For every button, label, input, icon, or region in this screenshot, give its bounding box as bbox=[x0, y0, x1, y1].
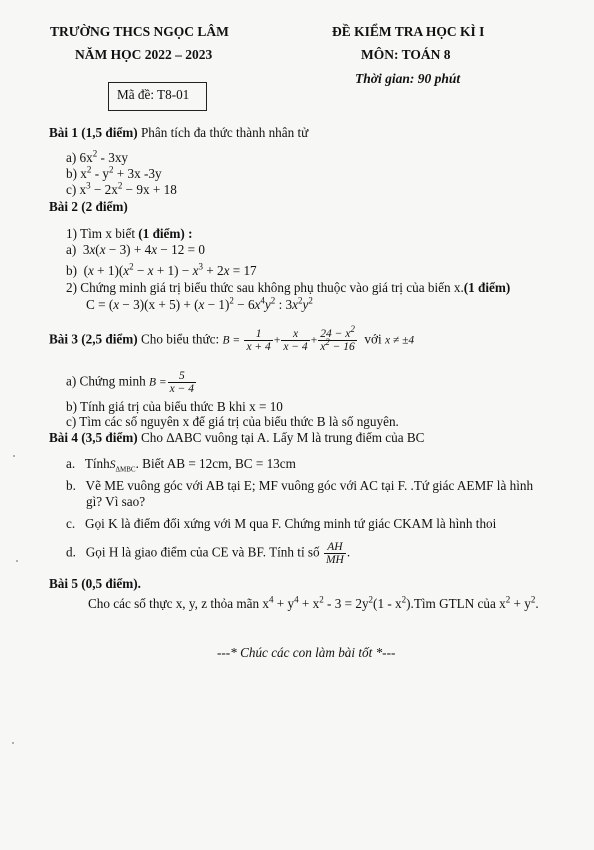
bai2-q2-text: 2) Chứng minh giá trị biểu thức sau không phụ thuộc vào giá trị của biến x. bbox=[66, 280, 464, 295]
bai2-b-label: b) bbox=[66, 263, 77, 278]
scan-speck bbox=[12, 742, 14, 744]
bai1-c: c) $x^3 - 2x^2 - 9x + 18$ bbox=[66, 180, 177, 197]
bai1-title: Bài 1 (1,5 điểm) bbox=[49, 125, 138, 140]
bai3-b: b) Tính giá trị của biểu thức B khi x = 10 bbox=[66, 399, 283, 414]
fraction: $\frac{x}{x - 4}$ bbox=[283, 328, 308, 353]
fraction: $\frac{5}{x - 4}$ bbox=[169, 370, 195, 395]
bai5-text: Cho các số thực x, y, z thỏa mãn $x^4 + y^4 + x^2 - 3 = 2y^2(1$ - $x^2).Tìm$ GTLN của $x^2 + y^2$. bbox=[88, 594, 539, 611]
bai4-d: d. Gọi H là giao điểm của CE và BF. Tính tỉ số $\frac{AH}{MH}$ . bbox=[66, 541, 351, 566]
bai3-heading: Bài 3 (2,5 điểm) Cho biểu thức: B = $\frac{1}{x + 4}$ + $\frac{x}{x - 4}$ + $\frac{24 - x^2}{x^2 - 16}$ với x ≠ ±4 bbox=[49, 324, 415, 353]
bai2-q2 bbox=[66, 280, 510, 296]
closing-note: ---* Chúc các con làm bài tốt *--- bbox=[217, 645, 396, 660]
bai1-heading bbox=[49, 125, 308, 141]
bai2-q1-text: 1) Tìm x biết bbox=[66, 226, 139, 241]
fraction: $\frac{24 - x^2}{x^2 - 16}$ bbox=[320, 324, 355, 353]
bai3-a: a) Chứng minh B = $\frac{5}{x - 4}$ bbox=[66, 370, 195, 395]
bai3-intro: Cho biểu thức: bbox=[137, 331, 223, 347]
bai3-a-text: a) Chứng minh bbox=[66, 373, 149, 389]
bai4-b-line1 bbox=[66, 478, 533, 494]
exam-code: Mã đề: T8-01 bbox=[117, 87, 190, 102]
bai4-c-text: Gọi K là điểm đối xứng với M qua F. Chứng minh tứ giác CKAM là hình thoi bbox=[85, 516, 497, 531]
bai4-b-text: Vẽ ME vuông góc với AB tại E; MF vuông góc với AC tại F. .Tứ giác AEMF là hình bbox=[85, 478, 534, 493]
school-name: TRƯỜNG THCS NGỌC LÂM bbox=[50, 24, 229, 39]
bai4-intro: Cho ∆ABC vuông tại A. Lấy M là trung điểm của BC bbox=[137, 430, 425, 445]
bai1-c-label: c) bbox=[66, 182, 77, 197]
exam-time: Thời gian: 90 phút bbox=[355, 71, 461, 86]
bai3-c: c) Tìm các số nguyên x để giá trị của biểu thức B là số nguyên. bbox=[66, 414, 399, 429]
scan-speck bbox=[13, 455, 15, 457]
exam-title: ĐỀ KIỂM TRA HỌC KÌ I bbox=[332, 24, 485, 39]
bai1-intro: Phân tích đa thức thành nhân tử bbox=[137, 125, 309, 140]
bai4-a-text: Tính bbox=[84, 456, 110, 471]
bai3-title: Bài 3 (2,5 điểm) bbox=[49, 331, 138, 347]
bai4-b-label: b. bbox=[66, 478, 76, 493]
bai2-q2-expression: $C = (x - 3)(x + 5) + (x - 1)^2 - 6x^4y^2$ : $3x^2y^2$ bbox=[86, 295, 313, 312]
school-year: NĂM HỌC 2022 – 2023 bbox=[75, 47, 213, 62]
bai2-a-label: a) bbox=[66, 242, 77, 257]
bai2-q1-points: (1 điểm) : bbox=[138, 226, 193, 241]
bai5-title: Bài 5 (0,5 điểm). bbox=[49, 576, 141, 591]
bai4-c-label: c. bbox=[66, 516, 76, 531]
bai4-a-label: a. bbox=[66, 456, 76, 471]
bai4-heading bbox=[49, 430, 424, 446]
bai4-c bbox=[66, 516, 496, 532]
bai1-a-label: a) bbox=[66, 150, 77, 165]
bai3-condition-label: với bbox=[364, 331, 385, 347]
bai2-q2-points: (1 điểm) bbox=[463, 280, 511, 295]
bai2-a: a) 3x(x − 3) + 4x − 12 = 0 bbox=[66, 242, 205, 257]
bai4-b-line2: gì? Vì sao? bbox=[86, 494, 146, 509]
bai2-b: b) $(x + 1)(x^2 - x + 1) - x^3 + 2x = 17$ bbox=[66, 261, 257, 278]
bai1-b-label: b) bbox=[66, 166, 77, 181]
bai4-a: a. TínhS$_{\Delta MBC}$. Biết AB = 12cm, BC = 13cm bbox=[66, 456, 296, 474]
bai2-title: Bài 2 (2 điểm) bbox=[49, 199, 128, 214]
exam-subject: MÔN: TOÁN 8 bbox=[361, 47, 451, 62]
bai2-q1 bbox=[66, 226, 192, 242]
fraction: $\frac{AH}{MH}$ bbox=[325, 541, 344, 566]
bai4-a-rest: . Biết AB = 12cm, BC = 13cm bbox=[135, 456, 296, 471]
fraction: $\frac{1}{x + 4}$ bbox=[246, 328, 271, 353]
bai1-b: b) $x^2 - y^2 + 3x$ -3y bbox=[66, 164, 162, 181]
bai4-d-label: d. bbox=[66, 544, 76, 560]
bai5-text-part1: Cho các số thực x, y, z thỏa mãn x bbox=[88, 596, 269, 611]
bai5-text-part2: .Tìm GTLN của x bbox=[410, 596, 506, 611]
scan-speck bbox=[16, 560, 18, 562]
bai4-d-text: Gọi H là giao điểm của CE và BF. Tính tỉ số bbox=[85, 544, 323, 560]
bai4-title: Bài 4 (3,5 điểm) bbox=[49, 430, 138, 445]
bai1-a: a) $6x^2 - 3xy$ bbox=[66, 148, 129, 165]
